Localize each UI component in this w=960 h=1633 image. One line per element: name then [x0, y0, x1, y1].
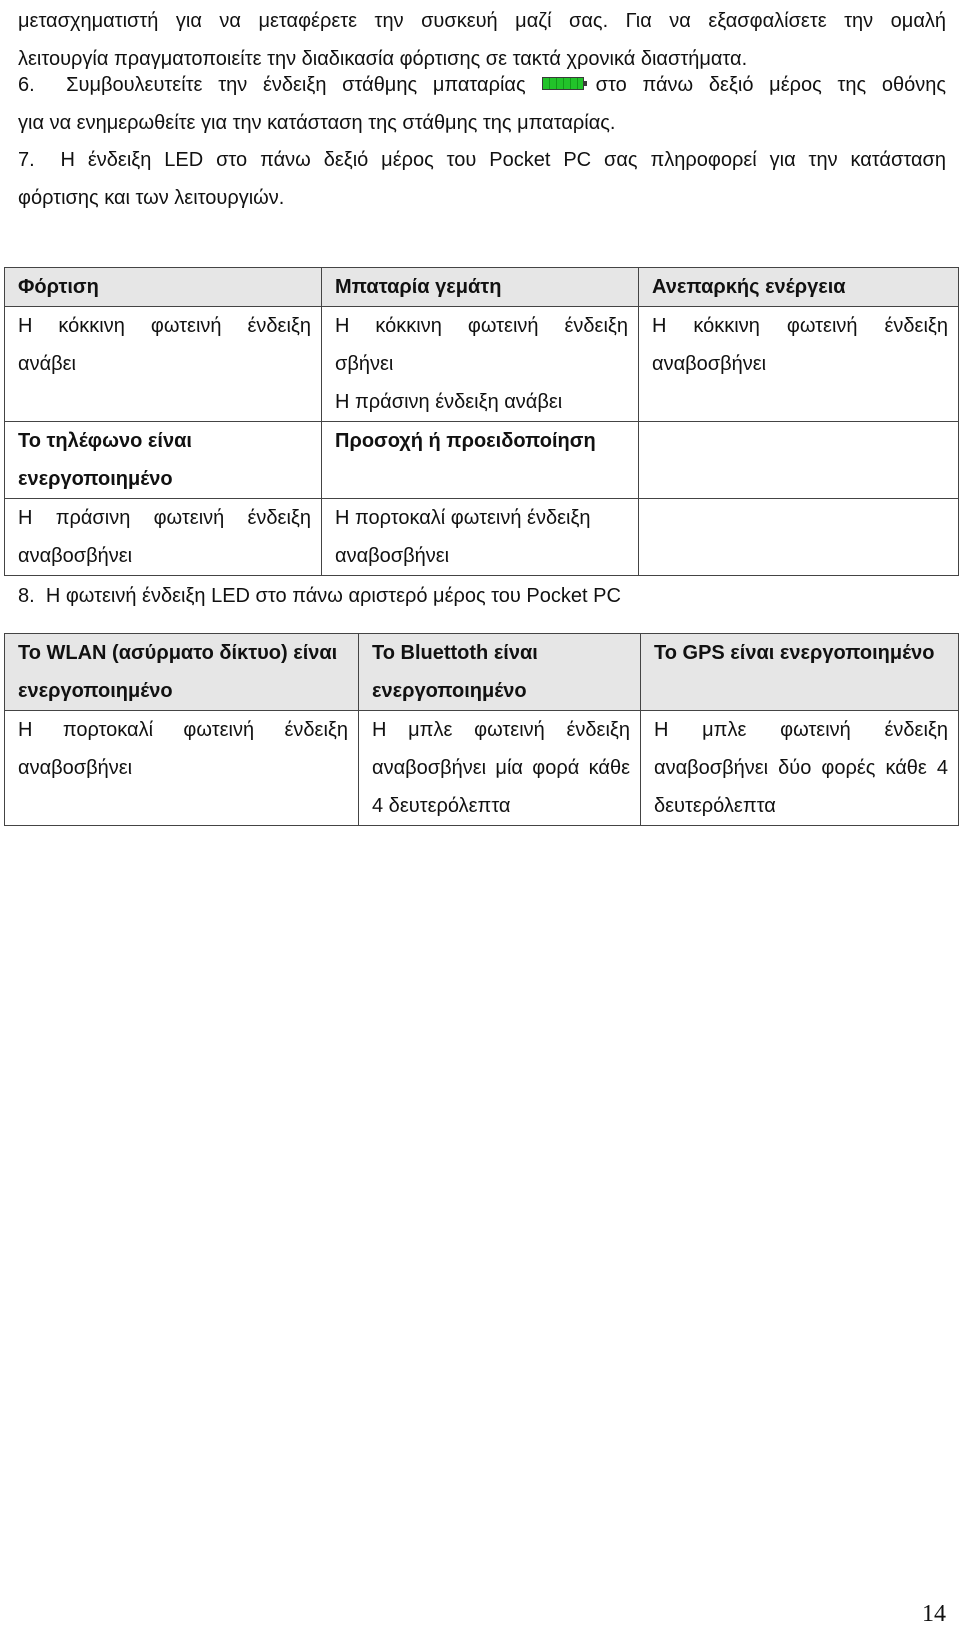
- item-8-number: 8.: [18, 585, 35, 607]
- table-cell: Η πράσινη φωτεινή ένδειξη αναβοσβήνει: [5, 499, 322, 576]
- item-7-number: 7.: [18, 149, 35, 171]
- battery-full-icon: [542, 77, 584, 90]
- item-6-text-before-icon: Συμβουλευτείτε την ένδειξη στάθμης μπαταρίας: [66, 74, 526, 96]
- table-cell: Το τηλέφωνο είναι ενεργοποιημένο: [5, 422, 322, 499]
- item-6-paragraph: [18, 66, 946, 142]
- table-row: [5, 307, 959, 422]
- intro-line-2: λειτουργία πραγματοποιείτε την διαδικασία φόρτισης σε τακτά χρονικά διαστήματα.: [18, 48, 748, 70]
- table-cell-empty: [639, 422, 959, 499]
- table-cell: Προσοχή ή προειδοποίηση: [322, 422, 639, 499]
- cell-text: Η κόκκινη φωτεινή ένδειξη σβήνει: [335, 315, 628, 375]
- intro-line-1: μετασχηματιστή για να μεταφέρετε την συσκευή μαζί σας. Για να εξασφαλίσετε την ομαλή: [18, 10, 946, 32]
- table-cell: Η πορτοκαλί φωτεινή ένδειξη αναβοσβήνει: [5, 711, 359, 826]
- table-row: [5, 422, 959, 499]
- item-7-line-2: φόρτισης και των λειτουργιών.: [18, 187, 285, 209]
- item-6-line-2: για να ενημερωθείτε για την κατάσταση της στάθμης της μπαταρίας.: [18, 112, 616, 134]
- led-status-table: [4, 267, 959, 576]
- table-cell: Η κόκκινη φωτεινή ένδειξη αναβοσβήνει: [639, 307, 959, 422]
- table-cell: [322, 307, 639, 422]
- table-header-row: [5, 634, 959, 711]
- item-6-line-1: [18, 66, 946, 104]
- table-cell-empty: [639, 499, 959, 576]
- header-battery-full: Μπαταρία γεμάτη: [322, 268, 639, 307]
- item-8-text: Η φωτεινή ένδειξη LED στο πάνω αριστερό μέρος του Pocket PC: [45, 585, 621, 607]
- header-gps: Το GPS είναι ενεργοποιημένο: [641, 634, 959, 711]
- item-6-number: 6.: [18, 74, 35, 96]
- table-cell: Η κόκκινη φωτεινή ένδειξη ανάβει: [5, 307, 322, 422]
- item-7-line-1: [18, 141, 946, 179]
- table-cell: Η μπλε φωτεινή ένδειξη αναβοσβήνει μία φορά κάθε 4 δευτερόλεπτα: [359, 711, 641, 826]
- header-bluetooth: Το Bluettoth είναι ενεργοποιημένο: [359, 634, 641, 711]
- table-cell: Η μπλε φωτεινή ένδειξη αναβοσβήνει δύο φορές κάθε 4 δευτερόλεπτα: [641, 711, 959, 826]
- header-low-power: Ανεπαρκής ενέργεια: [639, 268, 959, 307]
- table-row: [5, 499, 959, 576]
- table-row: [5, 711, 959, 826]
- cell-extra-text: Η πράσινη ένδειξη ανάβει: [335, 391, 563, 413]
- item-7-paragraph: [18, 141, 946, 217]
- item-8-caption: [18, 577, 621, 615]
- item-6-text-after-icon: στο πάνω δεξιό μέρος της οθόνης: [595, 74, 946, 96]
- table-cell: Η πορτοκαλί φωτεινή ένδειξη αναβοσβήνει: [322, 499, 639, 576]
- header-charging: Φόρτιση: [5, 268, 322, 307]
- page-number: 14: [922, 1601, 946, 1627]
- item-7-text: Η ένδειξη LED στο πάνω δεξιό μέρος του Pocket PC σας πληροφορεί για την κατάσταση: [60, 149, 946, 171]
- header-wlan: Το WLAN (ασύρματο δίκτυο) είναι ενεργοποιημένο: [5, 634, 359, 711]
- table-header-row: [5, 268, 959, 307]
- wireless-led-table: [4, 633, 959, 826]
